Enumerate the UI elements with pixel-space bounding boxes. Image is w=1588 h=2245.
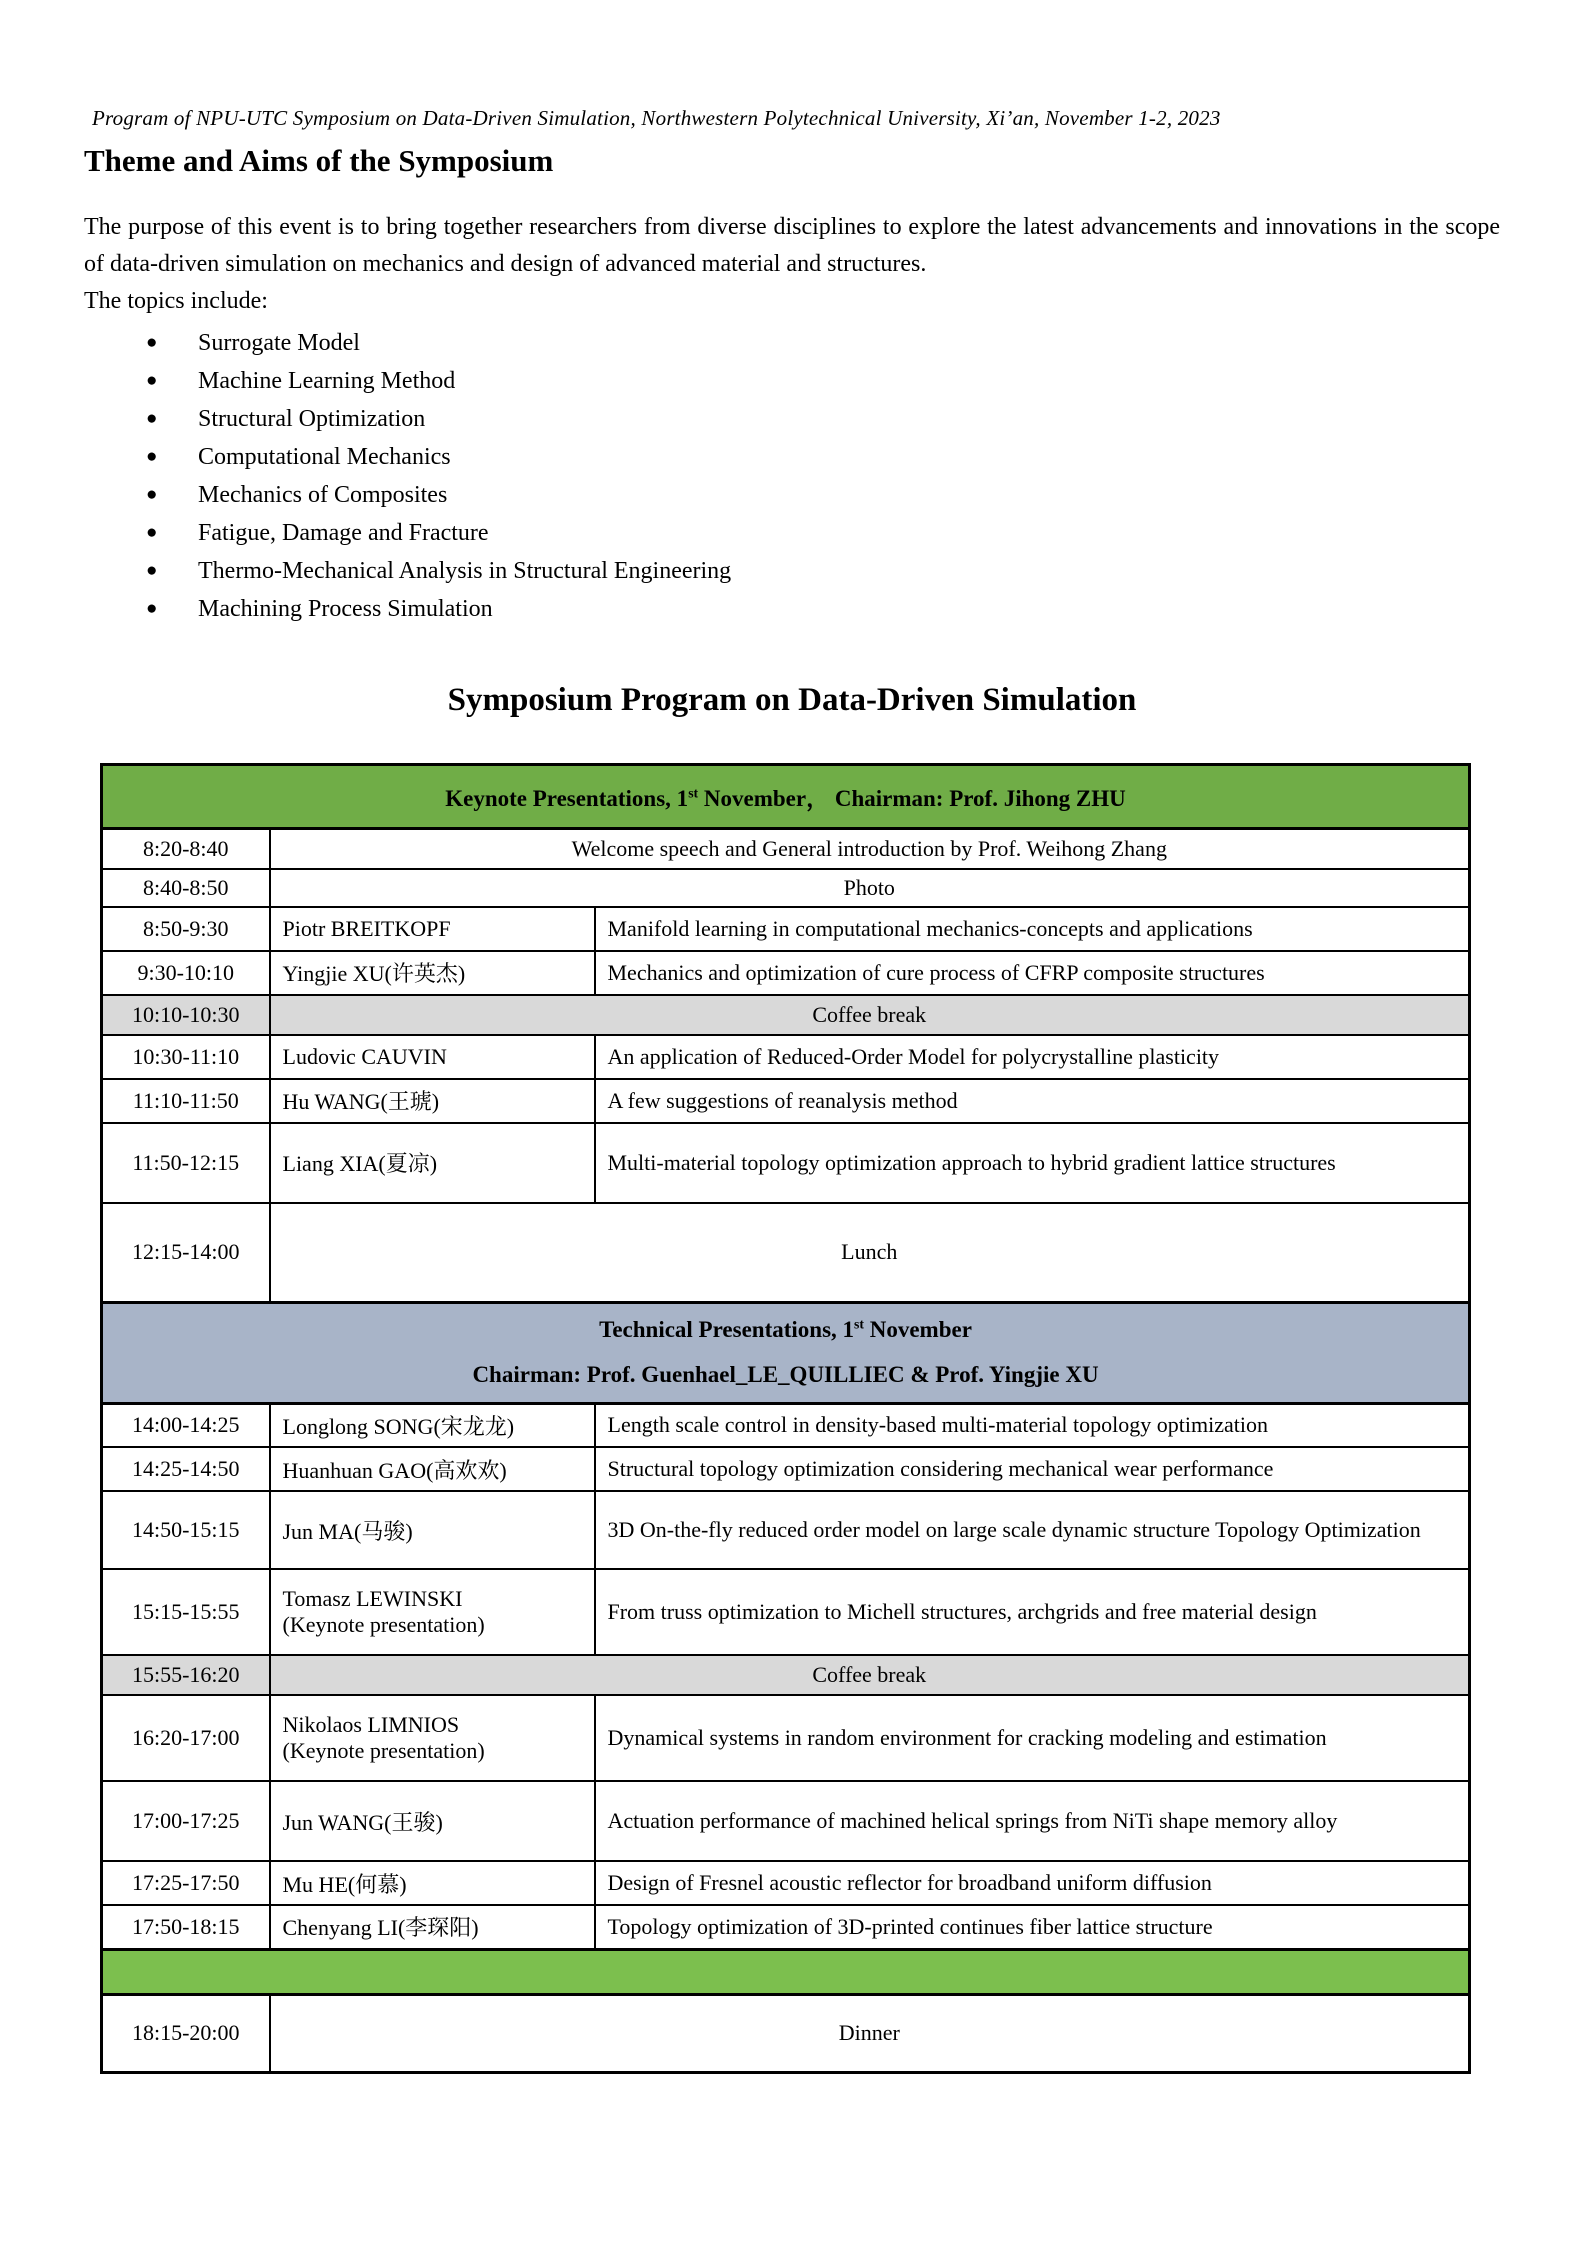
table-row-talk <box>102 1861 1470 1905</box>
title-cell: Actuation performance of machined helical springs from NiTi shape memory alloy <box>595 1781 1470 1861</box>
topic-item <box>84 476 1500 514</box>
title-cell: Manifold learning in computational mechanics-concepts and applications <box>595 907 1470 951</box>
title-cell: 3D On-the-fly reduced order model on large scale dynamic structure Topology Optimization <box>595 1491 1470 1569</box>
event-cell: Coffee break <box>270 1655 1470 1695</box>
table-row-talk <box>102 1491 1470 1569</box>
topic-label: Mechanics of Composites <box>198 482 448 508</box>
speaker-cell: Jun WANG(王骏) <box>270 1781 595 1861</box>
time-cell: 14:50-15:15 <box>102 1491 270 1569</box>
table-row-photo <box>102 869 1470 907</box>
table-row-talk <box>102 907 1470 951</box>
topic-item <box>84 438 1500 476</box>
time-cell: 10:10-10:30 <box>102 995 270 1035</box>
speaker-name: Nikolaos LIMNIOS <box>282 1712 460 1738</box>
header-text: November <box>863 1317 972 1342</box>
table-row-talk <box>102 1447 1470 1491</box>
time-cell: 8:40-8:50 <box>102 869 270 907</box>
time-cell: 15:55-16:20 <box>102 1655 270 1695</box>
ordinal-superscript: st <box>854 1316 864 1332</box>
speaker-cell: Huanhuan GAO(高欢欢) <box>270 1447 595 1491</box>
topic-label: Surrogate Model <box>198 330 360 356</box>
speaker-cell: Ludovic CAUVIN <box>270 1035 595 1079</box>
topic-label: Thermo-Mechanical Analysis in Structural Engineering <box>198 558 732 584</box>
bullet-icon: ● <box>146 484 158 505</box>
topic-label: Structural Optimization <box>198 406 426 432</box>
topic-item <box>84 590 1500 628</box>
title-cell: A few suggestions of reanalysis method <box>595 1079 1470 1123</box>
time-cell: 8:50-9:30 <box>102 907 270 951</box>
speaker-cell: Longlong SONG(宋龙龙) <box>270 1403 595 1447</box>
title-cell: Length scale control in density-based multi-material topology optimization <box>595 1403 1470 1447</box>
time-cell: 12:15-14:00 <box>102 1203 270 1303</box>
title-cell: Structural topology optimization considering mechanical wear performance <box>595 1447 1470 1491</box>
theme-title: Theme and Aims of the Symposium <box>84 143 554 178</box>
speaker-cell: Mu HE(何慕) <box>270 1861 595 1905</box>
bullet-icon: ● <box>146 560 158 581</box>
table-row-talk <box>102 1781 1470 1861</box>
topic-label: Computational Mechanics <box>198 444 451 470</box>
bullet-icon: ● <box>146 598 158 619</box>
ordinal-superscript: st <box>688 785 699 801</box>
event-cell: Photo <box>270 869 1470 907</box>
header-text: November， Chairman: Prof. Jihong ZHU <box>698 786 1126 811</box>
title-cell: An application of Reduced-Order Model for polycrystalline plasticity <box>595 1035 1470 1079</box>
speaker-cell: Hu WANG(王琥) <box>270 1079 595 1123</box>
table-row-talk <box>102 1035 1470 1079</box>
header-text: Technical Presentations, 1 <box>599 1317 855 1342</box>
table-row-dinner <box>102 1994 1470 2072</box>
header-text: Keynote Presentations, 1 <box>445 786 689 811</box>
speaker-note: (Keynote presentation) <box>282 1612 485 1638</box>
table-row-talk <box>102 1695 1470 1781</box>
time-cell: 17:00-17:25 <box>102 1781 270 1861</box>
table-row-talk <box>102 1079 1470 1123</box>
speaker-cell <box>270 1695 595 1781</box>
time-cell: 10:30-11:10 <box>102 1035 270 1079</box>
event-cell: Welcome speech and General introduction by Prof. Weihong Zhang <box>270 829 1470 869</box>
topic-item <box>84 400 1500 438</box>
speaker-cell <box>270 1569 595 1655</box>
topics-label: The topics include: <box>84 288 268 314</box>
speaker-cell: Yingjie XU(许英杰) <box>270 951 595 995</box>
table-row-talk <box>102 1905 1470 1949</box>
title-cell: Mechanics and optimization of cure process of CFRP composite structures <box>595 951 1470 995</box>
event-cell: Lunch <box>270 1203 1470 1303</box>
table-row-coffee-break <box>102 995 1470 1035</box>
table-row-talk <box>102 1123 1470 1203</box>
time-cell: 14:00-14:25 <box>102 1403 270 1447</box>
table-row-talk <box>102 951 1470 995</box>
event-cell: Coffee break <box>270 995 1470 1035</box>
time-cell: 14:25-14:50 <box>102 1447 270 1491</box>
time-cell: 8:20-8:40 <box>102 829 270 869</box>
topics-list <box>84 324 1500 628</box>
time-cell: 17:25-17:50 <box>102 1861 270 1905</box>
technical-section-header-cell <box>102 1303 1470 1404</box>
topic-item <box>84 552 1500 590</box>
speaker-cell: Jun MA(马骏) <box>270 1491 595 1569</box>
topic-item <box>84 362 1500 400</box>
table-row-lunch <box>102 1203 1470 1303</box>
topic-label: Fatigue, Damage and Fracture <box>198 520 489 546</box>
topic-item <box>84 514 1500 552</box>
bullet-icon: ● <box>146 522 158 543</box>
bullet-icon: ● <box>146 332 158 353</box>
intro-paragraph: The purpose of this event is to bring together researchers from diverse disciplines to explore the latest advancements and innovations in the scope of data-driven simulation on mechanics and design of advanced material and structures. <box>84 214 1500 277</box>
title-cell: Design of Fresnel acoustic reflector for broadband uniform diffusion <box>595 1861 1470 1905</box>
time-cell: 17:50-18:15 <box>102 1905 270 1949</box>
speaker-cell: Liang XIA(夏凉) <box>270 1123 595 1203</box>
program-table <box>100 763 1471 2074</box>
topic-label: Machine Learning Method <box>198 368 456 394</box>
keynote-section-header-cell <box>102 765 1470 829</box>
program-title: Symposium Program on Data-Driven Simulation <box>447 682 1137 718</box>
bullet-icon: ● <box>146 408 158 429</box>
time-cell: 9:30-10:10 <box>102 951 270 995</box>
speaker-name: Tomasz LEWINSKI <box>282 1586 463 1612</box>
keynote-section-header <box>102 765 1470 829</box>
bullet-icon: ● <box>146 370 158 391</box>
running-header: Program of NPU-UTC Symposium on Data-Driven Simulation, Northwestern Polytechnical University, Xi’an, November 1-2, 2023 <box>92 106 1221 130</box>
title-cell: Multi-material topology optimization approach to hybrid gradient lattice structures <box>595 1123 1470 1203</box>
title-cell: Topology optimization of 3D-printed continues fiber lattice structure <box>595 1905 1470 1949</box>
table-row-coffee-break <box>102 1655 1470 1695</box>
speaker-cell: Piotr BREITKOPF <box>270 907 595 951</box>
green-spacer-cell <box>102 1949 1470 1994</box>
table-row-talk <box>102 1569 1470 1655</box>
speaker-cell: Chenyang LI(李琛阳) <box>270 1905 595 1949</box>
bullet-icon: ● <box>146 446 158 467</box>
header-line2: Chairman: Prof. Guenhael_LE_QUILLIEC & Prof. Yingjie XU <box>472 1361 1099 1387</box>
time-cell: 11:10-11:50 <box>102 1079 270 1123</box>
time-cell: 16:20-17:00 <box>102 1695 270 1781</box>
technical-section-header <box>102 1303 1470 1404</box>
topic-label: Machining Process Simulation <box>198 596 493 622</box>
time-cell: 11:50-12:15 <box>102 1123 270 1203</box>
header-line1 <box>599 1317 972 1342</box>
title-cell: From truss optimization to Michell structures, archgrids and free material design <box>595 1569 1470 1655</box>
event-cell: Dinner <box>270 1994 1470 2072</box>
topic-item <box>84 324 1500 362</box>
table-row-talk <box>102 1403 1470 1447</box>
title-cell: Dynamical systems in random environment for cracking modeling and estimation <box>595 1695 1470 1781</box>
time-cell: 15:15-15:55 <box>102 1569 270 1655</box>
green-spacer-row <box>102 1949 1470 1994</box>
time-cell: 18:15-20:00 <box>102 1994 270 2072</box>
speaker-note: (Keynote presentation) <box>282 1738 485 1764</box>
table-row-welcome <box>102 829 1470 869</box>
